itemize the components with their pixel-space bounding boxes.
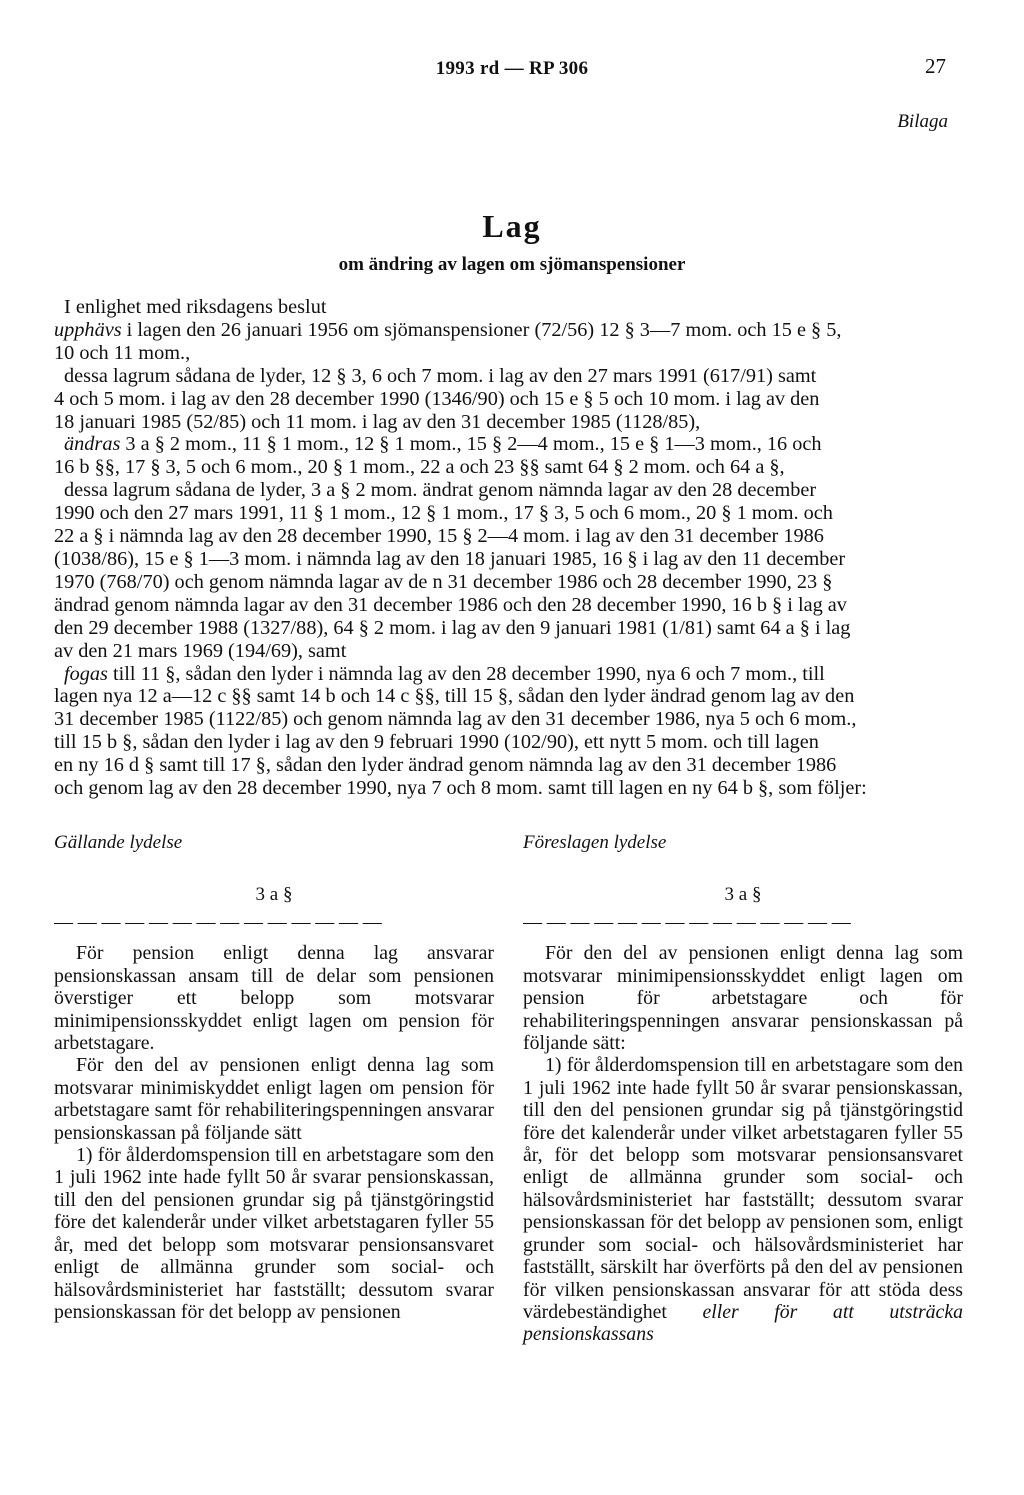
paragraph: För den del av pensionen enligt denna lag som motsvarar minimiskyddet enligt lagen om pension för arbetstagare samt för rehabiliteringspenningen ansvarar pensionskassan på följande sätt bbox=[54, 1054, 494, 1144]
intro-line: 31 december 1985 (1122/85) och genom nämnda lag av den 31 december 1986, nya 5 och 6 mom., bbox=[54, 708, 857, 731]
intro-line: 1990 och den 27 mars 1991, 11 § 1 mom., 12 § 1 mom., 17 § 3, 5 och 6 mom., 20 § 1 mom. och bbox=[54, 502, 833, 525]
intro-line bbox=[54, 319, 956, 342]
intro-line: och genom lag av den 28 december 1990, nya 7 och 8 mom. samt till lagen en ny 64 b §, som följer: bbox=[54, 777, 867, 800]
intro-line: 16 b §§, 17 § 3, 5 och 6 mom., 20 § 1 mom., 22 a och 23 §§ samt 64 § 2 mom. och 64 a §, bbox=[54, 456, 785, 479]
current-wording-column bbox=[54, 832, 494, 1323]
running-head: 1993 rd — RP 306 bbox=[435, 58, 589, 79]
intro-line: till 15 b §, sådan den lyder i lag av den 9 februari 1990 (102/90), ett nytt 5 mom. och till lagen bbox=[54, 731, 819, 754]
paragraph-emphasis: eller för att utsträcka pensionskassans bbox=[523, 1300, 963, 1346]
intro-line: av den 21 mars 1969 (194/69), samt bbox=[54, 639, 347, 662]
law-subtitle: om ändring av lagen om sjömanspensioner bbox=[338, 254, 686, 275]
proposed-wording-column bbox=[523, 832, 963, 1346]
intro-line bbox=[54, 663, 956, 686]
intro-line: I enlighet med riksdagens beslut bbox=[64, 296, 327, 318]
omission-dashes: — — — — — — — — — — — — — — bbox=[523, 912, 851, 933]
page-number: 27 bbox=[925, 54, 946, 78]
intro-line-text: i lagen den 26 januari 1956 om sjömanspensioner (72/56) 12 § 3—7 mom. och 15 e § 5, bbox=[121, 318, 842, 341]
column-heading: Föreslagen lydelse bbox=[523, 832, 667, 853]
paragraph: För pension enligt denna lag ansvarar pensionskassan ansam till de delar som pensionen överstiger ett belopp som motsvarar minimipensionsskyddet enligt lagen om pension för arbetstagare. bbox=[54, 942, 494, 1055]
intro-keyword: fogas bbox=[64, 662, 108, 685]
intro-line: en ny 16 d § samt till 17 §, sådan den lyder ändrad genom nämnda lag av den 31 december 1986 bbox=[54, 754, 837, 777]
intro-line: ändrad genom nämnda lagar av den 31 december 1986 och den 28 december 1990, 16 b § i lag av bbox=[54, 593, 847, 616]
section-label: 3 a § bbox=[255, 884, 293, 905]
intro-line: den 29 december 1988 (1327/88), 64 § 2 mom. i lag av den 9 januari 1981 (1/81) samt 64 a § i lag bbox=[54, 616, 851, 639]
intro-line-text: till 11 §, sådan den lyder i nämnda lag av den 28 december 1990, nya 6 och 7 mom., till bbox=[107, 662, 825, 685]
intro-line bbox=[54, 433, 956, 456]
paragraph: 1) för ålderdomspension till en arbetstagare som den 1 juli 1962 inte hade fyllt 50 år svarar pensionskassan, till den del pensionen grundar sig på tjänstgöringstid före det kalenderår under vilket arbetstagaren fyller 55 år, med det belopp som motsvarar pensionsansvaret enligt de allmänna grunder som social- och hälsovårdsministeriet har fastställt; dessutom svarar pensionskassan för det belopp av pensionen bbox=[54, 1144, 494, 1323]
column-heading: Gällande lydelse bbox=[54, 832, 183, 853]
intro-line: lagen nya 12 a—12 c §§ samt 14 b och 14 c §§, till 15 §, sådan den lyder ändrad genom lag av den bbox=[54, 685, 855, 708]
section-label: 3 a § bbox=[724, 884, 762, 905]
annex-label: Bilaga bbox=[897, 111, 948, 132]
paragraph: För den del av pensionen enligt denna lag som motsvarar minimipensionsskyddet enligt lagen om pension för arbetstagare och för rehabiliteringspenningen ansvarar pensionskassan på följande sätt: bbox=[523, 942, 963, 1055]
intro-line-text: 3 a § 2 mom., 11 § 1 mom., 12 § 1 mom., 15 § 2—4 mom., 15 e § 1—3 mom., 16 och bbox=[120, 433, 822, 456]
law-title: Lag bbox=[482, 208, 542, 244]
column-body bbox=[523, 942, 963, 1345]
intro-keyword: upphävs bbox=[54, 318, 122, 341]
intro-keyword: ändras bbox=[64, 433, 121, 456]
intro-line: 22 a § i nämnda lag av den 28 december 1990, 15 § 2—4 mom. i lag av den 31 december 1986 bbox=[54, 525, 824, 548]
intro-line: dessa lagrum sådana de lyder, 12 § 3, 6 och 7 mom. i lag av den 27 mars 1991 (617/91) samt bbox=[64, 364, 817, 387]
paragraph bbox=[523, 1054, 963, 1345]
intro-line: 1970 (768/70) och genom nämnda lagar av de n 31 december 1986 och 28 december 1990, 23 § bbox=[54, 570, 833, 593]
intro-line: 4 och 5 mom. i lag av den 28 december 1990 (1346/90) och 15 e § 5 och 10 mom. i lag av den bbox=[54, 387, 820, 410]
enactment-clause bbox=[54, 296, 956, 800]
intro-line: 18 januari 1985 (52/85) och 11 mom. i lag av den 31 december 1985 (1128/85), bbox=[54, 410, 701, 433]
omission-dashes: — — — — — — — — — — — — — — bbox=[54, 912, 382, 933]
intro-line: dessa lagrum sådana de lyder, 3 a § 2 mom. ändrat genom nämnda lagar av den 28 december bbox=[64, 479, 817, 502]
intro-line: (1038/86), 15 e § 1—3 mom. i nämnda lag av den 18 januari 1985, 16 § i lag av den 11 december bbox=[54, 547, 846, 570]
paragraph-text: 1) för ålderdomspension till en arbetstagare som den 1 juli 1962 inte hade fyllt 50 år svarar pensionskassan, till den del pensionen grundar sig på tjänstgöringstid före det kalenderår under vilket arbetstagaren fyller 55 år, för det belopp som motsvarar pensionsansvaret enligt de allmänna grunder som social- och hälsovårdsministeriet har fastställt; dessutom svarar pensionskassan för det belopp av pensionen som, enligt grunder som social- och hälsovårdsministeriet har fastställt, särskilt har överförts på den del av pensionen för vilken pensionskassan ansvarar för att stöda dess värdebeständighet bbox=[523, 1054, 963, 1323]
intro-line: 10 och 11 mom., bbox=[54, 341, 191, 364]
column-body bbox=[54, 942, 494, 1323]
